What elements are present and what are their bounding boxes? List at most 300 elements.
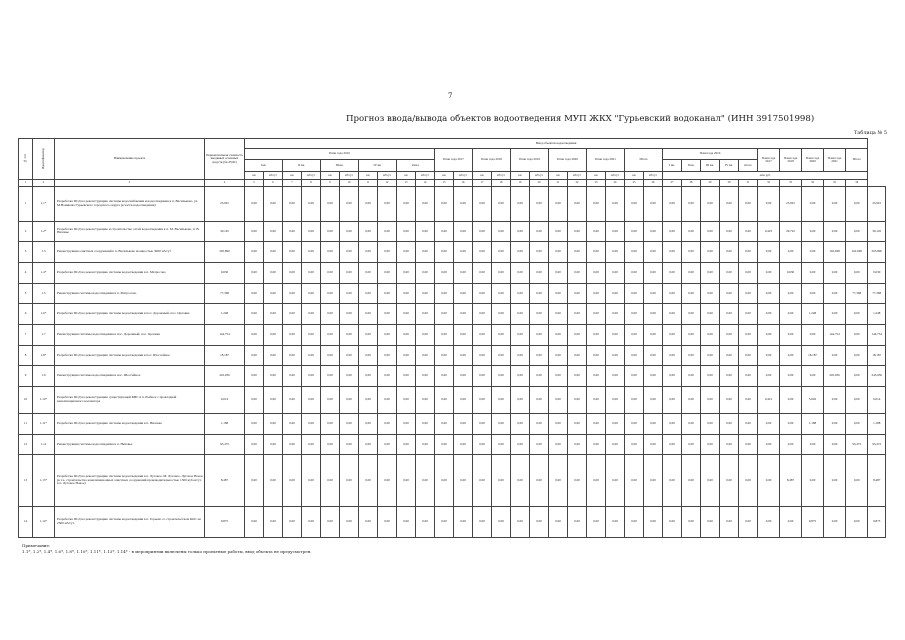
data-cell: 0,00: [245, 345, 264, 366]
data-cell: 5,602: [802, 387, 824, 414]
data-cell: 0,00: [568, 242, 587, 263]
data-cell: 0,00: [568, 366, 587, 387]
data-cell: 0,00: [780, 506, 802, 537]
data-cell: 0,00: [454, 455, 473, 507]
data-cell: 0,00: [663, 345, 682, 366]
data-cell: 0,00: [587, 366, 606, 387]
row-id: 1.14*: [33, 506, 55, 537]
data-cell: 0,00: [758, 345, 780, 366]
data-cell: 0,00: [264, 262, 283, 283]
data-cell: 0,00: [625, 242, 644, 263]
data-cell: 0,00: [454, 366, 473, 387]
row-id: 1.5: [33, 283, 55, 304]
data-cell: 0,00: [644, 262, 663, 283]
data-cell: 0,00: [568, 345, 587, 366]
data-cell: 0,00: [378, 325, 397, 346]
header-finance: Первоначальная стоимость вводимых основных средств (без НДС): [205, 139, 245, 180]
data-cell: 0,00: [416, 413, 435, 434]
column-number: 7: [283, 180, 302, 186]
column-number: 24: [606, 180, 625, 186]
data-cell: 0,00: [454, 387, 473, 414]
data-cell: 0,00: [568, 283, 587, 304]
data-cell: 0,00: [454, 304, 473, 325]
data-cell: 0,00: [606, 325, 625, 346]
data-cell: 0,00: [321, 387, 340, 414]
row-value: 1,188: [205, 413, 245, 434]
data-cell: 0,00: [283, 455, 302, 507]
data-cell: 0,00: [625, 366, 644, 387]
data-cell: 0,00: [340, 283, 359, 304]
data-cell: 0,00: [802, 434, 824, 455]
data-cell: 0,00: [435, 304, 454, 325]
table-row: [19, 325, 886, 346]
data-cell: 0,00: [416, 506, 435, 537]
data-cell: 0,00: [663, 186, 682, 221]
data-cell: 0,00: [435, 242, 454, 263]
data-cell: 0,00: [587, 506, 606, 537]
data-cell: 0,00: [302, 345, 321, 366]
notes-text: 1.1*, 1.2*, 1.4*, 1.6*, 1.8*, 1.10*, 1.11*, 1.13*, 1.14* - в мероприятии включены только проектные работы, ввод объекта не предусмотрен.: [22, 549, 312, 555]
row-name: Разработка ПСД на реконструкцию системы водоотведения в пос. Шоссейное: [55, 345, 205, 366]
data-cell: 0,00: [701, 186, 720, 221]
data-cell: 0,00: [473, 325, 492, 346]
data-cell: 0,00: [682, 283, 701, 304]
data-cell: 0,00: [378, 387, 397, 414]
column-number: 9: [321, 180, 340, 186]
row-value: 144,754: [205, 325, 245, 346]
column-number: 15: [435, 180, 454, 186]
data-cell: 0,00: [283, 387, 302, 414]
data-cell: 0,00: [530, 455, 549, 507]
data-cell: 0,00: [644, 434, 663, 455]
header-fq4: IV кв.: [720, 159, 739, 171]
header-name: Наименование проекта: [55, 139, 205, 180]
unit-km: км: [625, 172, 644, 180]
column-number: 19: [511, 180, 530, 186]
data-cell: 0,00: [378, 304, 397, 325]
data-cell: 8,487: [780, 455, 802, 507]
data-cell: 0,00: [321, 304, 340, 325]
data-cell: 0,00: [492, 304, 511, 325]
unit-km: км: [473, 172, 492, 180]
data-cell: 0,00: [264, 283, 283, 304]
header-f2018: План года 2018: [780, 149, 802, 172]
data-cell: 0,00: [739, 186, 758, 221]
data-cell: 0,00: [780, 434, 802, 455]
data-cell: 0,00: [435, 434, 454, 455]
data-cell: 0,00: [359, 387, 378, 414]
data-cell: 0,00: [321, 345, 340, 366]
data-cell: 0,00: [824, 455, 846, 507]
row-name: Разработка ПСД на реконструкцию системы водоотведения в п. Горьево со строительством КОС на 2500 м3/сут.: [55, 506, 205, 537]
column-number: 25: [625, 180, 644, 186]
data-cell: 0,00: [739, 366, 758, 387]
table-row: [19, 283, 886, 304]
data-cell: 0,00: [682, 221, 701, 242]
data-cell: 0,00: [663, 387, 682, 414]
data-cell: 0,00: [625, 304, 644, 325]
unit-m3: м3/сут: [416, 172, 435, 180]
data-cell: 0,00: [454, 325, 473, 346]
data-cell: 0,00: [264, 366, 283, 387]
data-cell: 0,00: [530, 366, 549, 387]
data-cell: 0,00: [435, 283, 454, 304]
data-cell: 0,00: [321, 434, 340, 455]
column-number: 16: [454, 180, 473, 186]
data-cell: 0,00: [378, 506, 397, 537]
data-cell: 0,00: [359, 186, 378, 221]
data-cell: 0,00: [549, 221, 568, 242]
data-cell: 0,00: [568, 325, 587, 346]
data-cell: 0,00: [846, 366, 868, 387]
data-cell: 0,00: [625, 413, 644, 434]
row-name: Реконструкция очистных сооружений в п. Васильково мощностью 3000 м3/сут: [55, 242, 205, 263]
data-cell: 0,00: [739, 506, 758, 537]
data-cell: 0,00: [245, 283, 264, 304]
data-cell: 0,00: [416, 366, 435, 387]
data-cell: 0,00: [739, 387, 758, 414]
unit-km: км: [549, 172, 568, 180]
table-row: [19, 242, 886, 263]
data-cell: 0,00: [846, 221, 868, 242]
data-cell: 0,00: [644, 242, 663, 263]
data-cell: 0,00: [720, 434, 739, 455]
unit-m3: м3/сут: [378, 172, 397, 180]
data-cell: 0,00: [397, 345, 416, 366]
data-cell: 0,00: [568, 387, 587, 414]
data-cell: 102,948: [846, 242, 868, 263]
row-value: 1,248: [205, 304, 245, 325]
document-title: Прогноз ввода/вывода объектов водоотведения МУП ЖКХ "Гурьевский водоканал" (ИНН 3917501998): [346, 114, 815, 124]
header-q2: II кв.: [283, 159, 321, 171]
data-cell: 0,00: [264, 387, 283, 414]
header-y2018: План года 2018: [473, 149, 511, 172]
data-cell: 0,00: [435, 262, 454, 283]
data-cell: 0,00: [359, 325, 378, 346]
data-cell: 0,00: [283, 242, 302, 263]
data-cell: 0,00: [587, 242, 606, 263]
data-cell: 0,00: [663, 221, 682, 242]
data-cell: 0,00: [264, 186, 283, 221]
header-q3: III кв.: [321, 159, 359, 171]
data-cell: 0,00: [701, 325, 720, 346]
data-cell: 0,00: [492, 434, 511, 455]
data-cell: 0,00: [701, 434, 720, 455]
data-cell: 0,00: [302, 506, 321, 537]
forecast-table: [18, 138, 886, 538]
data-cell: 0,00: [435, 345, 454, 366]
data-cell: 0,00: [492, 283, 511, 304]
data-cell: 0,00: [416, 387, 435, 414]
data-cell: 0,00: [682, 304, 701, 325]
header-q1: I кв.: [245, 159, 283, 171]
column-number: 29: [701, 180, 720, 186]
data-cell: 0,00: [511, 283, 530, 304]
data-cell: 0,00: [568, 262, 587, 283]
table-row: [19, 186, 886, 221]
data-cell: 0,00: [625, 387, 644, 414]
data-cell: 0,00: [758, 366, 780, 387]
row-num: 1: [19, 186, 33, 221]
data-cell: 0,00: [321, 221, 340, 242]
data-cell: 0,00: [682, 455, 701, 507]
data-cell: 0,00: [802, 186, 824, 221]
data-cell: 0,00: [682, 262, 701, 283]
unit-m3: м3/сут: [644, 172, 663, 180]
row-id: 1.4*: [33, 262, 55, 283]
data-cell: 0,00: [644, 345, 663, 366]
data-cell: 0,00: [758, 304, 780, 325]
data-cell: 0,00: [454, 506, 473, 537]
column-number: 33: [780, 180, 802, 186]
data-cell: 0,00: [492, 325, 511, 346]
data-cell: 0,00: [283, 506, 302, 537]
data-cell: 0,00: [780, 366, 802, 387]
data-cell: 0,00: [264, 242, 283, 263]
data-cell: 0,00: [359, 506, 378, 537]
data-cell: 0,00: [682, 186, 701, 221]
table-label: Таблица № 5: [853, 130, 887, 136]
data-cell: 0,00: [780, 387, 802, 414]
data-cell: 0,00: [340, 506, 359, 537]
header-y2019: План года 2019: [511, 149, 549, 172]
data-cell: 0,00: [720, 413, 739, 434]
data-cell: 0,00: [720, 262, 739, 283]
data-cell: 0,00: [625, 283, 644, 304]
column-number: 5: [245, 180, 264, 186]
row-num: 4: [19, 262, 33, 283]
header-f2021: План года 2021: [824, 149, 846, 172]
data-cell: 0,00: [245, 455, 264, 507]
data-cell: 0,00: [511, 455, 530, 507]
data-cell: 0,00: [302, 186, 321, 221]
column-number: 26: [644, 180, 663, 186]
data-cell: 0,00: [473, 283, 492, 304]
column-number: 36: [846, 180, 868, 186]
data-cell: 0,00: [340, 262, 359, 283]
data-cell: 0,00: [739, 304, 758, 325]
data-cell: 0,00: [359, 455, 378, 507]
row-value: 18,187: [205, 345, 245, 366]
header-f2017: План года 2017: [758, 149, 780, 172]
data-cell: 245,936: [824, 366, 846, 387]
row-name: Реконструкция системы водоотведения в п. Матросово: [55, 283, 205, 304]
unit-m3: м3/сут: [264, 172, 283, 180]
data-cell: 0,00: [283, 413, 302, 434]
data-cell: 0,00: [549, 186, 568, 221]
data-cell: 0,00: [264, 325, 283, 346]
data-cell: 0,00: [378, 283, 397, 304]
row-num: 7: [19, 325, 33, 346]
data-cell: 0,00: [245, 186, 264, 221]
column-number: 28: [682, 180, 701, 186]
data-cell: 0,00: [606, 345, 625, 366]
data-cell: 0,00: [321, 283, 340, 304]
data-cell: 0,00: [378, 455, 397, 507]
data-cell: 0,00: [359, 283, 378, 304]
data-cell: 0,00: [473, 455, 492, 507]
data-cell: 0,00: [397, 413, 416, 434]
data-cell: 0,00: [245, 242, 264, 263]
data-cell: 0,00: [663, 262, 682, 283]
data-cell: 0,00: [549, 366, 568, 387]
data-cell: 0,00: [606, 262, 625, 283]
data-cell: 0,00: [511, 413, 530, 434]
column-number: 10: [340, 180, 359, 186]
data-cell: 0,00: [739, 242, 758, 263]
data-cell: 0,00: [473, 262, 492, 283]
data-cell: 0,00: [644, 366, 663, 387]
data-cell: 0,00: [549, 455, 568, 507]
data-cell: 93,472: [846, 434, 868, 455]
row-value: 30,145: [205, 221, 245, 242]
row-name: Разработка ПСД на реконструкцию системы водоотведения в пос. Дорожный, пос. Орловка: [55, 304, 205, 325]
data-cell: 0,00: [492, 413, 511, 434]
data-cell: 0,00: [780, 304, 802, 325]
data-cell: 0,00: [739, 325, 758, 346]
row-id: 1.10*: [33, 387, 55, 414]
data-cell: 0,00: [530, 434, 549, 455]
data-cell: 0,00: [359, 304, 378, 325]
data-cell: 0,00: [397, 506, 416, 537]
data-cell: 0,00: [473, 345, 492, 366]
data-cell: 0,412: [758, 387, 780, 414]
data-cell: 0,00: [454, 186, 473, 221]
data-cell: 0,00: [663, 366, 682, 387]
data-cell: 0,00: [739, 262, 758, 283]
data-cell: 0,00: [606, 221, 625, 242]
data-cell: 0,00: [530, 387, 549, 414]
data-cell: 0,00: [644, 325, 663, 346]
data-cell: 0,00: [720, 455, 739, 507]
data-cell: 0,00: [720, 304, 739, 325]
data-cell: 0,00: [397, 455, 416, 507]
data-cell: 0,00: [824, 304, 846, 325]
data-cell: 0,00: [511, 221, 530, 242]
data-cell: 0,00: [802, 262, 824, 283]
data-cell: 0,00: [606, 387, 625, 414]
row-id: 1.9: [33, 366, 55, 387]
data-cell: 0,00: [739, 283, 758, 304]
data-cell: 0,00: [824, 434, 846, 455]
data-cell: 0,00: [701, 366, 720, 387]
data-cell: 0,00: [435, 413, 454, 434]
data-cell: 0,00: [802, 221, 824, 242]
data-cell: 0,00: [340, 325, 359, 346]
data-cell: 0,00: [302, 221, 321, 242]
column-number: 11: [359, 180, 378, 186]
data-cell: 0,00: [454, 262, 473, 283]
row-num: 11: [19, 413, 33, 434]
data-cell: 0,423: [758, 221, 780, 242]
header-id: Идентификатор: [33, 139, 55, 180]
row-value: 8,487: [205, 455, 245, 507]
data-cell: 0,00: [568, 304, 587, 325]
data-cell: 0,00: [701, 242, 720, 263]
data-cell: 0,00: [245, 366, 264, 387]
data-cell: 0,00: [549, 262, 568, 283]
data-cell: 0,00: [283, 186, 302, 221]
header-total: итого: [397, 159, 435, 171]
data-cell: 0,00: [780, 283, 802, 304]
table-row: [19, 366, 886, 387]
data-cell: 0,00: [568, 455, 587, 507]
column-number: 31: [739, 180, 758, 186]
data-cell: 0,00: [378, 366, 397, 387]
data-cell: 0,00: [739, 434, 758, 455]
data-cell: 0,00: [511, 366, 530, 387]
data-cell: 0,00: [302, 413, 321, 434]
data-cell: 0,00: [435, 186, 454, 221]
data-cell: 0,00: [340, 242, 359, 263]
data-cell: 0,00: [302, 387, 321, 414]
data-cell: 0,00: [802, 325, 824, 346]
data-cell: 0,00: [587, 345, 606, 366]
data-cell: 0,00: [359, 345, 378, 366]
row-name: Реконструкция системы водоотведения в пос. Шоссейное: [55, 366, 205, 387]
data-cell: 0,00: [758, 413, 780, 434]
data-cell: 0,00: [473, 242, 492, 263]
data-cell: 77,368: [846, 283, 868, 304]
data-cell: 0,00: [587, 413, 606, 434]
data-cell: 0,00: [359, 262, 378, 283]
data-cell: 0,00: [568, 413, 587, 434]
column-number: 17: [473, 180, 492, 186]
row-value: 205,896: [205, 242, 245, 263]
data-cell: 0,00: [644, 506, 663, 537]
data-cell: 0,00: [739, 221, 758, 242]
data-cell: 0,00: [492, 506, 511, 537]
column-number: 35: [824, 180, 846, 186]
row-value: 93,472: [205, 434, 245, 455]
data-cell: 0,00: [846, 345, 868, 366]
data-cell: 0,00: [302, 262, 321, 283]
column-number: 13: [397, 180, 416, 186]
data-cell: 0,00: [511, 304, 530, 325]
data-cell: 0,00: [321, 186, 340, 221]
row-value: 0,630: [205, 262, 245, 283]
data-cell: 0,00: [473, 434, 492, 455]
data-cell: 0,00: [511, 345, 530, 366]
data-cell: 0,00: [720, 325, 739, 346]
data-cell: 0,00: [758, 455, 780, 507]
data-cell: 0,00: [530, 186, 549, 221]
unit-m3: м3/сут: [492, 172, 511, 180]
data-cell: 0,00: [283, 304, 302, 325]
column-number: 21: [549, 180, 568, 186]
unit-m3: м3/сут: [606, 172, 625, 180]
data-cell: 0,00: [264, 455, 283, 507]
data-cell: 0,00: [302, 283, 321, 304]
data-cell: 0,00: [321, 242, 340, 263]
data-cell: 0,00: [321, 325, 340, 346]
data-cell: 0,00: [283, 345, 302, 366]
data-cell: 0,00: [549, 304, 568, 325]
data-cell: 0,00: [682, 434, 701, 455]
data-cell: 0,00: [264, 221, 283, 242]
row-name: Разработка ПСД на реконструкцию системы водоснабжения и водоотведения в п. Васильково, ул. М.Новикова Гурьевского городского округа (в части водоотведения): [55, 186, 205, 221]
column-number: 22: [568, 180, 587, 186]
data-cell: 0,00: [340, 186, 359, 221]
row-id: 1.12: [33, 434, 55, 455]
data-cell: 0,00: [549, 283, 568, 304]
data-cell: 0,00: [758, 506, 780, 537]
data-cell: 0,00: [492, 186, 511, 221]
table-row: [19, 345, 886, 366]
data-cell: 0,00: [606, 366, 625, 387]
data-cell: 0,00: [492, 387, 511, 414]
data-cell: 1,248: [868, 304, 886, 325]
